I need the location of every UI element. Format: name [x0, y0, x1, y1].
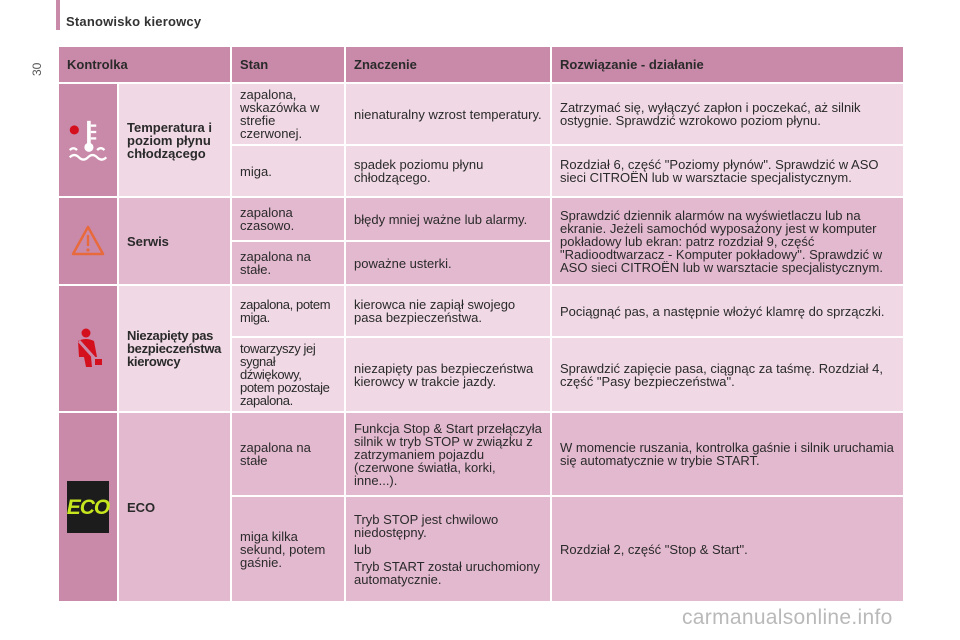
- coolant-temperature-icon: [67, 115, 109, 165]
- action-cell: W momencie ruszania, kontrolka gaśnie i silnik uruchamia się automatycznie w trybie START.: [551, 412, 904, 496]
- meaning-cell: kierowca nie zapiął swojego pasa bezpieczeństwa.: [345, 285, 551, 337]
- action-cell: Sprawdzić zapięcie pasa, ciągnąc za taśmę. Rozdział 4, część "Pasy bezpieczeństwa".: [551, 337, 904, 412]
- warning-lights-table: [57, 45, 905, 603]
- action-cell: Rozdział 2, część "Stop & Start".: [551, 496, 904, 602]
- indicator-name: Serwis: [118, 197, 231, 285]
- table-header-row: [58, 46, 904, 83]
- page-title: Stanowisko kierowcy: [66, 14, 202, 29]
- indicator-name: Temperatura i poziom płynu chłodzącego: [118, 83, 231, 197]
- indicator-icon-cell: [58, 412, 118, 602]
- column-header: Rozwiązanie - działanie: [551, 46, 904, 83]
- state-cell: zapalona czasowo.: [231, 197, 345, 241]
- eco-icon: [67, 481, 110, 533]
- state-cell: zapalona na stałe: [231, 412, 345, 496]
- meaning-line: Tryb STOP jest chwilowo niedostępny.: [354, 511, 499, 540]
- indicator-icon-cell: [58, 83, 118, 197]
- column-header: Kontrolka: [58, 46, 231, 83]
- state-cell: zapalona, potem miga.: [231, 285, 345, 337]
- page-number: 30: [30, 62, 44, 76]
- indicator-icon-cell: [58, 285, 118, 412]
- action-cell: Zatrzymać się, wyłączyć zapłon i poczekać, aż silnik ostygnie. Sprawdzić wzrokowo poziom płynu.: [551, 83, 904, 145]
- column-header: Znaczenie: [345, 46, 551, 83]
- meaning-cell: Funkcja Stop & Start przełączyła silnik w tryb STOP w związku z zatrzymaniem pojazdu (czerwone światła, korki, inne...).: [345, 412, 551, 496]
- page-number-container: [30, 62, 44, 92]
- meaning-cell: niezapięty pas bezpieczeństwa kierowcy w trakcie jazdy.: [345, 337, 551, 412]
- table-row: [58, 197, 904, 241]
- column-header: Stan: [231, 46, 345, 83]
- action-cell: Rozdział 6, część "Poziomy płynów". Sprawdzić w ASO sieci CITROËN lub w warsztacie specjalistycznym.: [551, 145, 904, 197]
- watermark: carmanualsonline.info: [682, 606, 893, 629]
- indicator-name: ECO: [118, 412, 231, 602]
- meaning-line: Tryb START został uruchomiony automatycznie.: [354, 558, 540, 587]
- table-row: [58, 412, 904, 496]
- state-cell: miga kilka sekund, potem gaśnie.: [231, 496, 345, 602]
- action-cell: Sprawdzić dziennik alarmów na wyświetlaczu lub na ekranie. Jeżeli samochód wyposażony jest w komputer pokładowy lub ekran: patrz rozdział 9, część "Radioodtwarzacz - Komputer pokładowy". Sprawdzić w ASO sieci CITROËN lub w warsztacie specjalistycznym.: [551, 197, 904, 285]
- action-cell: Pociągnąć pas, a następnie włożyć klamrę do sprzączki.: [551, 285, 904, 337]
- meaning-cell: [345, 496, 551, 602]
- meaning-line: lub: [354, 541, 372, 557]
- state-cell: towarzyszy jej sygnał dźwiękowy, potem pozostaje zapalona.: [231, 337, 345, 412]
- state-cell: zapalona na stałe.: [231, 241, 345, 285]
- state-cell: miga.: [231, 145, 345, 197]
- indicator-icon-cell: [58, 197, 118, 285]
- table-row: [58, 83, 904, 145]
- eco-icon-label: ECO: [66, 495, 110, 519]
- meaning-cell: nienaturalny wzrost temperatury.: [345, 83, 551, 145]
- seatbelt-icon: [70, 327, 106, 371]
- table-row: [58, 285, 904, 337]
- meaning-cell: poważne usterki.: [345, 241, 551, 285]
- state-cell: zapalona, wskazówka w strefie czerwonej.: [231, 83, 345, 145]
- header-accent-bar: [56, 0, 60, 30]
- meaning-cell: błędy mniej ważne lub alarmy.: [345, 197, 551, 241]
- warning-triangle-icon: [70, 224, 106, 258]
- indicator-name: Niezapięty pas bezpieczeństwa kierowcy: [118, 285, 231, 412]
- meaning-cell: spadek poziomu płynu chłodzącego.: [345, 145, 551, 197]
